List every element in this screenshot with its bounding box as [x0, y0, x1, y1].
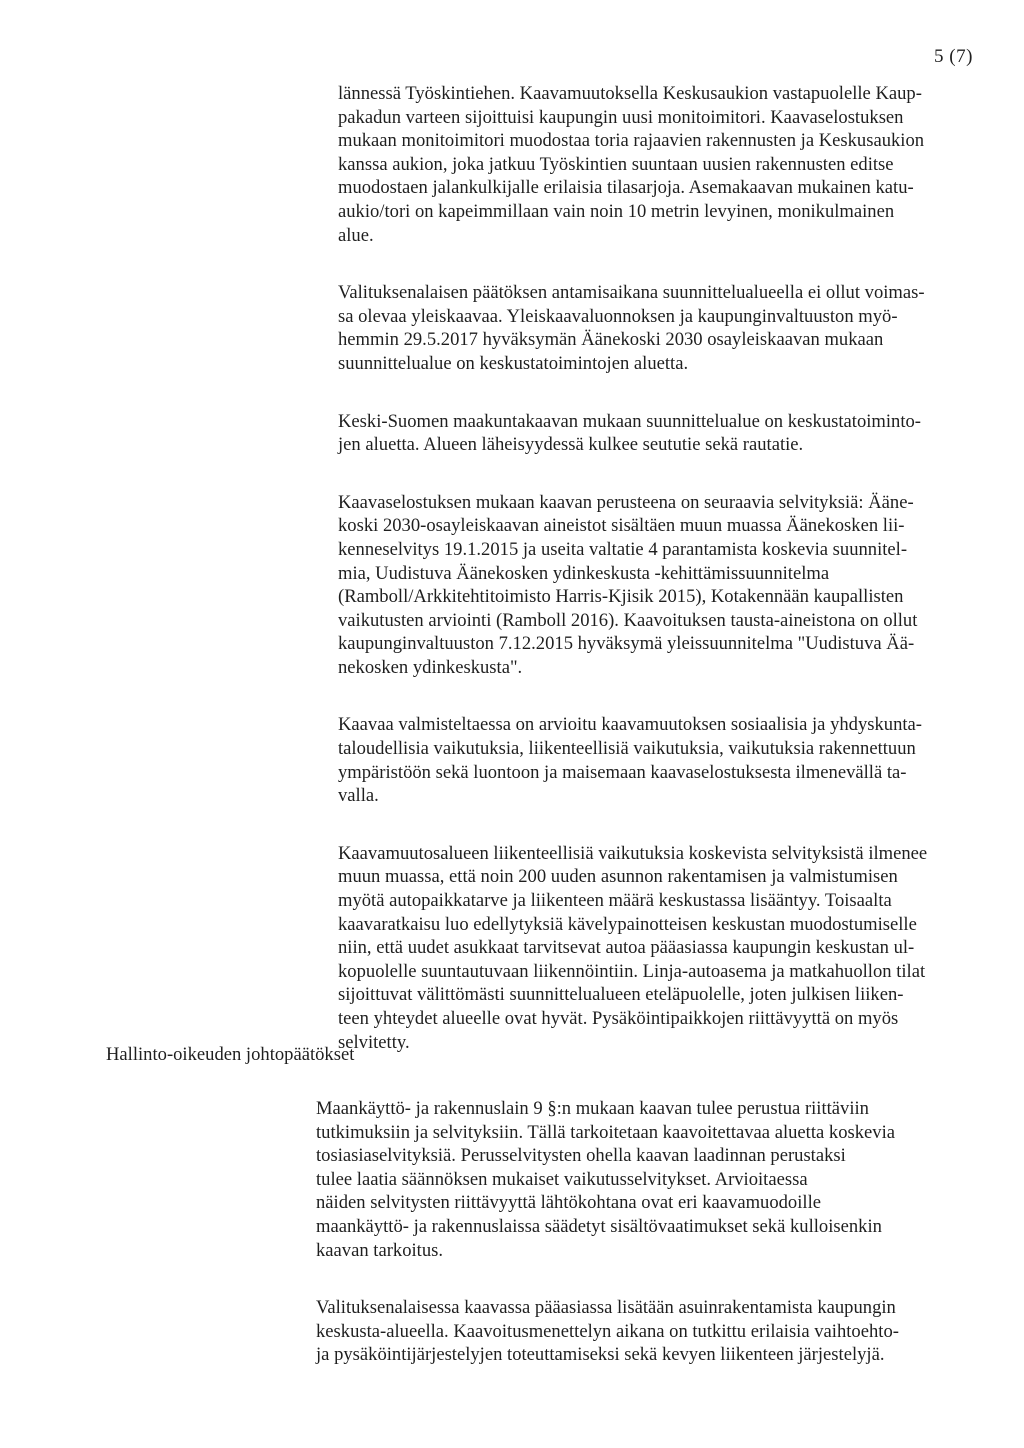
text-line: kanssa aukion, joka jatkuu Työskintien suuntaan uusien rakennusten editse — [338, 153, 894, 175]
text-line: Keski-Suomen maakuntakaavan mukaan suunnittelualue on keskustatoiminto- — [338, 410, 921, 432]
text-line: kaupunginvaltuuston 7.12.2015 hyväksymä yleissuunnitelma "Uudistuva Ää- — [338, 633, 915, 655]
text-line: keskusta-alueella. Kaavoitusmenettelyn aikana on tutkittu erilaisia vaihtoehto- — [316, 1320, 899, 1342]
text-line: Valituksenalaisessa kaavassa pääasiassa lisätään asuinrakentamista kaupungin — [316, 1297, 896, 1319]
text-line: sijoittuvat välittömästi suunnittelualueen eteläpuolelle, joten julkisen liiken- — [338, 984, 904, 1006]
text-line: Valituksenalaisen päätöksen antamisaikana suunnittelualueella ei ollut voimas- — [338, 282, 925, 304]
text-line: teen yhteydet alueelle ovat hyvät. Pysäköintipaikkojen riittävyyttä on myös — [338, 1008, 899, 1029]
text-line: lännessä Työskintiehen. Kaavamuutoksella Keskusaukion vastapuolelle Kaup- — [338, 83, 922, 104]
text-line: mia, Uudistuva Äänekosken ydinkeskusta -kehittämissuunnitelma — [338, 562, 830, 584]
text-line: taloudellisia vaikutuksia, liikenteellisiä vaikutuksia, vaikutuksia rakennettuun — [338, 738, 916, 760]
text-line: Kaavamuutosalueen liikenteellisiä vaikutuksia koskevista selvityksistä ilmenee — [338, 842, 928, 864]
text-line: muodostaen jalankulkijalle erilaisia tilasarjoja. Asemakaavan mukainen katu- — [338, 177, 914, 199]
paragraph — [316, 1296, 996, 1367]
section-heading: Hallinto-oikeuden johtopäätökset — [106, 1044, 355, 1065]
text-line: Kaavaa valmisteltaessa on arvioitu kaavamuutoksen sosiaalisia ja yhdyskunta- — [338, 714, 922, 736]
paragraph — [338, 842, 994, 1054]
text-line: kenneselvitys 19.1.2015 ja useita valtatie 4 parantamista koskevia suunnitel- — [338, 538, 908, 560]
text-line: selvitetty. — [338, 1031, 410, 1053]
text-line: Kaavaselostuksen mukaan kaavan perusteena on seuraavia selvityksiä: Ääne- — [338, 491, 914, 513]
text-line: alue. — [338, 224, 374, 246]
text-line: mukaan monitoimitori muodostaa toria rajaavien rakennusten ja Keskusaukion — [338, 130, 925, 152]
text-line: tutkimuksiin ja selvityksiin. Tällä tarkoitetaan kaavoitettavaa aluetta koskevia — [316, 1121, 895, 1143]
text-line: myötä autopaikkatarve ja liikenteen määrä keskustassa lisääntyy. Toisaalta — [338, 890, 892, 912]
text-line: muun muassa, että noin 200 uuden asunnon rakentamisen ja valmistumisen — [338, 866, 898, 888]
paragraph — [338, 491, 994, 680]
main-text — [338, 82, 994, 1088]
text-line: kopuolelle suuntautuvaan liikennöintiin. Linja-autoasema ja matkahuollon tilat — [338, 960, 926, 982]
page-number: 5 (7) — [934, 46, 973, 67]
text-line: vaikutusten arviointi (Ramboll 2016). Kaavoituksen tausta-aineistona on ollut — [338, 609, 918, 631]
paragraph — [338, 410, 994, 457]
text-line: valla. — [338, 785, 379, 807]
text-line: kaavaratkaisu luo edellytyksiä kävelypainotteisen keskustan muodostumiselle — [338, 913, 917, 935]
text-line: maankäyttö- ja rakennuslaissa säädetyt sisältövaatimukset sekä kulloisenkin — [316, 1215, 882, 1237]
paragraph — [316, 1097, 996, 1262]
text-line: kaavan tarkoitus. — [316, 1239, 444, 1261]
text-line: niin, että uudet asukkaat tarvitsevat autoa pääasiassa kaupungin keskustan ul- — [338, 937, 915, 959]
paragraph — [338, 82, 994, 247]
text-line: pakadun varteen sijoittuisi kaupungin uusi monitoimitori. Kaavaselostuksen — [338, 106, 904, 128]
paragraph — [338, 713, 994, 807]
text-line: aukio/tori on kapeimmillaan vain noin 10 metrin levyinen, monikulmainen — [338, 200, 895, 222]
main-text-section-2 — [316, 1097, 996, 1401]
text-line: näiden selvitysten riittävyyttä lähtökohtana ovat eri kaavamuodoille — [316, 1192, 821, 1214]
text-line: ja pysäköintijärjestelyjen toteuttamiseksi sekä kevyen liikenteen järjestelyjä. — [316, 1344, 885, 1366]
paragraph — [338, 281, 994, 375]
text-line: sa olevaa yleiskaavaa. Yleiskaavaluonnoksen ja kaupunginvaltuuston myö- — [338, 305, 898, 327]
text-line: tosiasiaselvityksiä. Perusselvitysten ohella kaavan laadinnan perustaksi — [316, 1145, 846, 1167]
text-line: tulee laatia säännöksen mukaiset vaikutusselvitykset. Arvioitaessa — [316, 1168, 808, 1190]
text-line: (Ramboll/Arkkitehtitoimisto Harris-Kjisik 2015), Kotakennään kaupallisten — [338, 586, 904, 608]
text-line: ympäristöön sekä luontoon ja maisemaan kaavaselostuksesta ilmenevällä ta- — [338, 761, 907, 783]
text-line: koski 2030-osayleiskaavan aineistot sisältäen muun muassa Äänekosken lii- — [338, 515, 905, 537]
text-line: jen aluetta. Alueen läheisyydessä kulkee seututie sekä rautatie. — [338, 434, 804, 456]
text-line: nekosken ydinkeskusta". — [338, 656, 523, 678]
text-line: Maankäyttö- ja rakennuslain 9 §:n mukaan kaavan tulee perustua riittäviin — [316, 1098, 869, 1119]
text-line: suunnittelualue on keskustatoimintojen aluetta. — [338, 352, 689, 374]
text-line: hemmin 29.5.2017 hyväksymän Äänekoski 2030 osayleiskaavan mukaan — [338, 329, 884, 351]
